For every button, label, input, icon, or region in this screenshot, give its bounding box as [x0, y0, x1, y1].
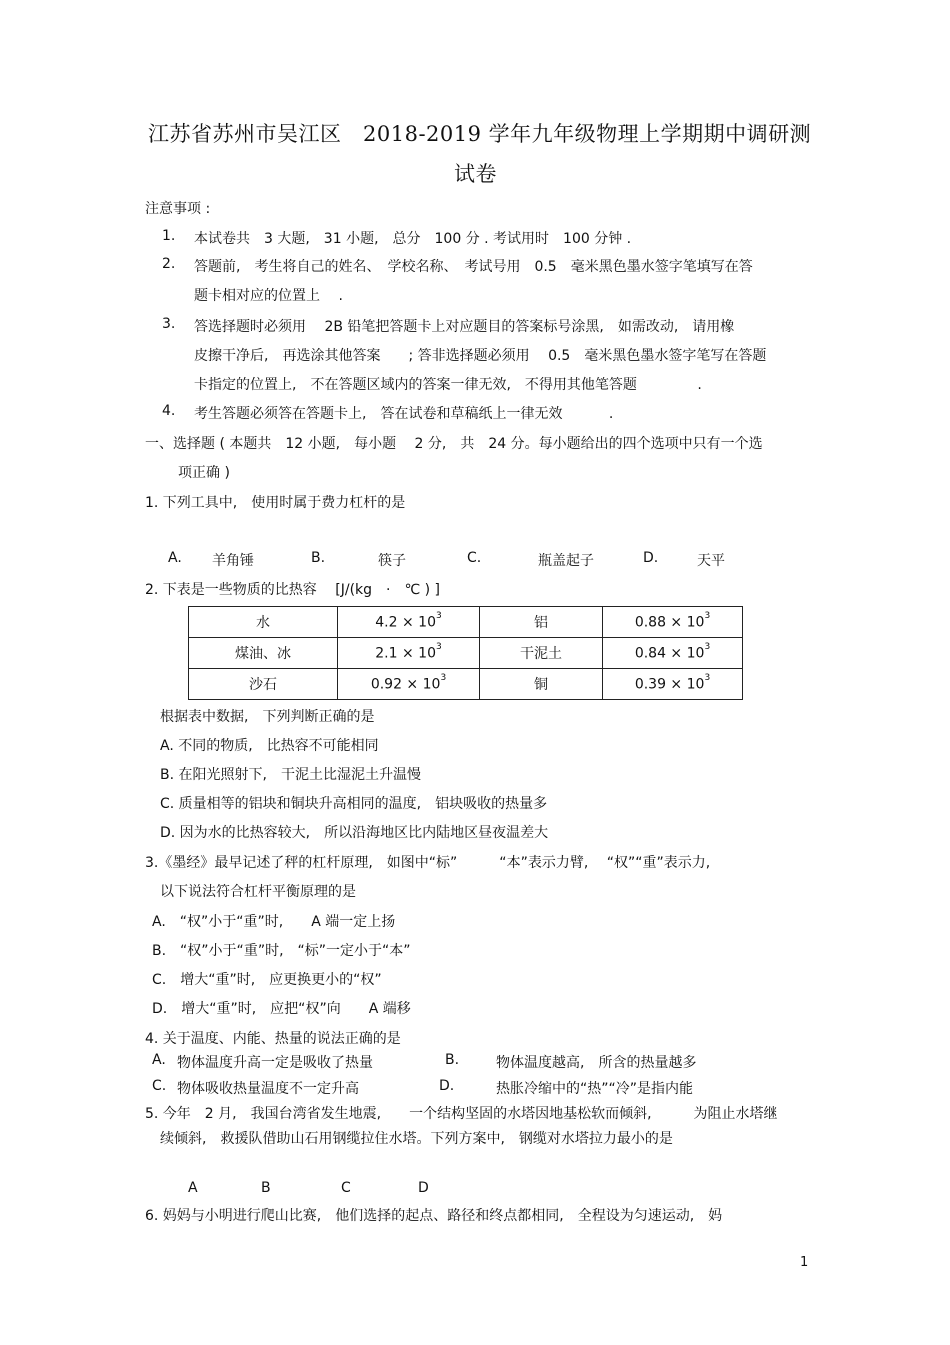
notice-item-text: 考生答题必须答在答题卡上, 答在试卷和草稿纸上一律无效 . [194, 406, 614, 422]
question-stem: 6. 妈妈与小明进行爬山比赛, 他们选择的起点、路径和终点都相同, 全程设为匀速运动, 妈 [145, 1208, 723, 1224]
table-cell [603, 669, 743, 700]
option-text: 物体温度升高一定是吸收了热量 [177, 1055, 373, 1071]
table-cell: 干泥土 [480, 638, 603, 669]
table-cell [338, 638, 480, 669]
notice-item-text: 皮擦干净后, 再选涂其他答案 ; 答非选择题必须用 0.5 毫米黑色墨水签字笔写在答题 [194, 348, 767, 364]
question-stem: 4. 关于温度、内能、热量的说法正确的是 [145, 1031, 401, 1047]
option-text: 物体温度越高, 所含的热量越多 [496, 1055, 697, 1071]
notice-item-number: 4. [162, 403, 176, 419]
page-number: 1 [800, 1255, 809, 1270]
table-cell: 煤油、冰 [189, 638, 338, 669]
table-cell: 水 [189, 607, 338, 638]
option-text: C. 增大“重”时, 应更换更小的“权” [152, 972, 382, 988]
table-cell [338, 669, 480, 700]
table-cell-exponent: 3 [704, 672, 711, 683]
table-cell: 铝 [480, 607, 603, 638]
option-text: C. 质量相等的铝块和铜块升高相同的温度, 铝块吸收的热量多 [160, 796, 548, 812]
option-letter: A [188, 1180, 198, 1196]
notice-heading: 注意事项 : [145, 201, 211, 217]
section-heading-cont: 项正确 ) [178, 465, 230, 481]
notice-item-text: 卡指定的位置上, 不在答题区域内的答案一律无效, 不得用其他笔答题 . [194, 377, 702, 393]
table-cell-value: 0.84 × 10 [634, 645, 705, 662]
option-text: 瓶盖起子 [538, 553, 594, 569]
option-letter: D [418, 1180, 429, 1196]
option-text: A. 不同的物质, 比热容不可能相同 [160, 738, 379, 754]
option-text: D. 因为水的比热容较大, 所以沿海地区比内陆地区昼夜温差大 [160, 825, 549, 841]
option-text: B. 在阳光照射下, 干泥土比湿泥土升温慢 [160, 767, 421, 783]
notice-item-number: 3. [162, 316, 176, 332]
table-cell-value: 0.92 × 10 [370, 676, 441, 693]
option-letter: C [341, 1180, 351, 1196]
option-letter: D. [643, 550, 659, 566]
question-stem-cont: 以下说法符合杠杆平衡原理的是 [160, 884, 356, 900]
table-cell-value: 4.2 × 10 [375, 614, 436, 631]
option-text: 物体吸收热量温度不一定升高 [177, 1081, 359, 1097]
option-text: 热胀冷缩中的“热”“冷”是指内能 [496, 1081, 694, 1097]
notice-item-text: 题卡相对应的位置上 . [194, 288, 343, 304]
table-cell [603, 607, 743, 638]
option-text: 筷子 [378, 553, 406, 569]
question-stem: 2. 下表是一些物质的比热容 [J/(kg · ℃ ) ] [145, 582, 441, 598]
table-row [189, 607, 743, 638]
table-cell-value: 2.1 × 10 [375, 645, 436, 662]
notice-item-text: 答选择题时必须用 2B 铅笔把答题卡上对应题目的答案标号涂黑, 如需改动, 请用橡 [194, 319, 735, 335]
table-cell: 铜 [480, 669, 603, 700]
question-stem: 3.《墨经》最早记述了秤的杠杆原理, 如图中“标” “本”表示力臂, “权”“重”表示力, [145, 855, 711, 871]
table-cell-value: 0.39 × 10 [634, 676, 705, 693]
table-cell-exponent: 3 [704, 610, 711, 621]
table-cell-value: 0.88 × 10 [634, 614, 705, 631]
option-text: A. “权”小于“重”时, A 端一定上扬 [152, 914, 396, 930]
option-text: 羊角锤 [212, 553, 254, 569]
option-letter: D. [439, 1078, 455, 1094]
option-text: 天平 [697, 553, 725, 569]
page-title-line1: 江苏省苏州市吴江区 2018-2019 学年九年级物理上学期期中调研测 [148, 122, 812, 146]
option-text: B. “权”小于“重”时, “标”一定小于“本” [152, 943, 411, 959]
option-letter: A. [168, 550, 182, 566]
table-cell-exponent: 3 [435, 641, 442, 652]
notice-item-text: 本试卷共 3 大题, 31 小题, 总分 100 分 . 考试用时 100 分钟 . [194, 231, 632, 247]
option-letter: C. [467, 550, 482, 566]
table-row [189, 669, 743, 700]
question-stem: 1. 下列工具中, 使用时属于费力杠杆的是 [145, 495, 406, 511]
question-stem-cont: 续倾斜, 救援队借助山石用钢缆拉住水塔。下列方案中, 钢缆对水塔拉力最小的是 [160, 1131, 673, 1147]
notice-item-text: 答题前, 考生将自己的姓名、 学校名称、 考试号用 0.5 毫米黑色墨水签字笔填写在答 [194, 259, 753, 275]
notice-item-number: 2. [162, 256, 176, 272]
table-cell-exponent: 3 [435, 610, 442, 621]
option-letter: B [261, 1180, 271, 1196]
option-letter: B. [311, 550, 326, 566]
table-cell: 沙石 [189, 669, 338, 700]
question-lead: 根据表中数据, 下列判断正确的是 [160, 709, 375, 725]
notice-item-number: 1. [162, 228, 176, 244]
section-heading: 一、选择题 ( 本题共 12 小题, 每小题 2 分, 共 24 分。每小题给出的四个选项中只有一个选 [145, 436, 763, 452]
table-cell [338, 607, 480, 638]
question-stem: 5. 今年 2 月, 我国台湾省发生地震, 一个结构坚固的水塔因地基松软而倾斜, 为阻止水塔继 [145, 1106, 778, 1122]
option-letter: B. [445, 1052, 460, 1068]
option-text: D. 增大“重”时, 应把“权”向 A 端移 [152, 1001, 411, 1017]
table-row [189, 638, 743, 669]
page-title-line2: 试卷 [454, 162, 497, 186]
table-cell-exponent: 3 [704, 641, 711, 652]
option-letter: C. [152, 1078, 167, 1094]
option-letter: A. [152, 1052, 166, 1068]
table-cell [603, 638, 743, 669]
table-cell-exponent: 3 [440, 672, 447, 683]
specific-heat-table [188, 606, 743, 700]
